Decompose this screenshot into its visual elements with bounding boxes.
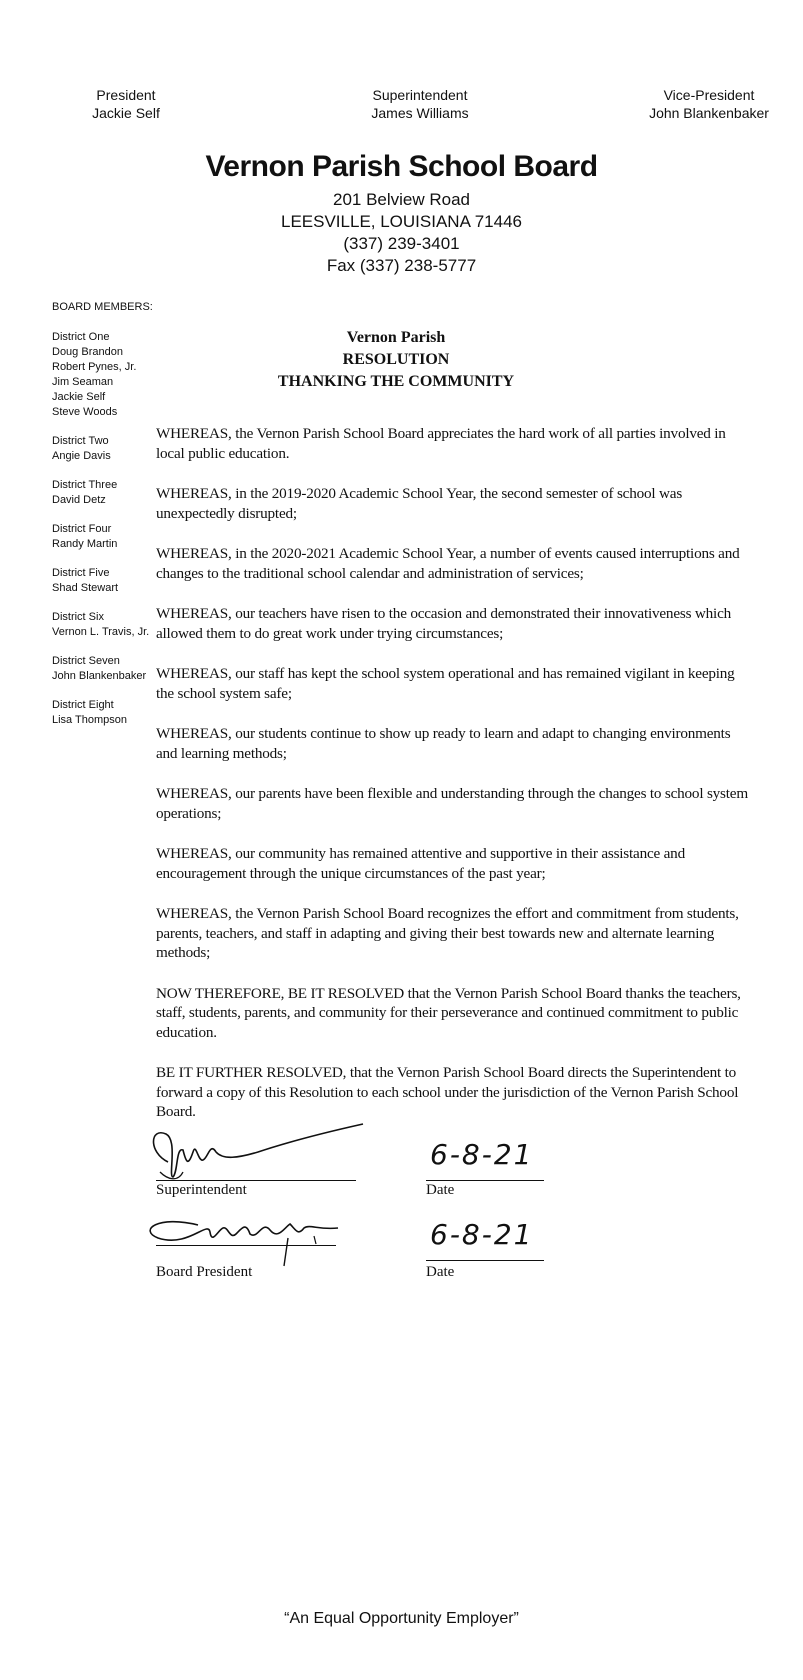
member-name: Randy Martin	[52, 538, 118, 550]
president-date: 6-8-21	[430, 1218, 534, 1251]
address-fax: Fax (337) 238-5777	[326, 256, 477, 275]
whereas-paragraph: WHEREAS, our staff has kept the school system operational and has remained vigilant in keeping the school system safe;	[156, 665, 735, 702]
resolved-paragraph: NOW THEREFORE, BE IT RESOLVED that the Vernon Parish School Board thanks the teachers, staff, students, parents, and community for their perseverance and continued commitment to public education.	[156, 984, 741, 1041]
whereas-paragraph: WHEREAS, our teachers have risen to the occasion and demonstrated their innovativeness which allowed them to do great work under trying circumstances;	[156, 605, 732, 642]
officer-name: James Williams	[371, 105, 469, 121]
resolution-body	[156, 424, 748, 1143]
officer-title: Superintendent	[372, 87, 468, 103]
district-label: District Seven	[52, 655, 120, 667]
superintendent-label: Superintendent	[156, 1182, 247, 1198]
board-members-heading: BOARD MEMBERS:	[52, 301, 153, 313]
member-name: Lisa Thompson	[52, 714, 128, 726]
member-name: Jim Seaman	[52, 376, 114, 388]
superintendent-signature-block	[130, 1130, 550, 1198]
officer-superintendent	[350, 86, 490, 122]
district-label: District One	[52, 331, 110, 343]
officer-name: John Blankenbaker	[649, 105, 769, 121]
member-name: Steve Woods	[52, 406, 118, 418]
address-street: 201 Belview Road	[332, 190, 471, 209]
district-label: District Two	[52, 435, 109, 447]
whereas-paragraph: WHEREAS, our students continue to show up ready to learn and adapt to changing environments and learning methods;	[156, 725, 731, 762]
resolution-title: RESOLUTION	[342, 351, 450, 368]
president-signature-block	[130, 1212, 550, 1280]
whereas-paragraph: WHEREAS, in the 2019-2020 Academic School Year, the second semester of school was unexpectedly disrupted;	[156, 485, 683, 522]
president-signature	[138, 1200, 378, 1270]
superintendent-date: 6-8-21	[430, 1138, 534, 1171]
member-name: John Blankenbaker	[52, 670, 147, 682]
district-group	[52, 434, 157, 464]
member-name: Robert Pynes, Jr.	[52, 361, 137, 373]
district-label: District Six	[52, 611, 104, 623]
resolution-parish: Vernon Parish	[346, 329, 446, 346]
member-name: Doug Brandon	[52, 346, 123, 358]
member-name: Jackie Self	[52, 391, 106, 403]
letterhead-address	[0, 189, 803, 277]
address-phone: (337) 239-3401	[343, 234, 460, 253]
resolution-heading	[246, 327, 546, 393]
district-group	[52, 330, 157, 420]
board-members-list	[52, 300, 157, 742]
whereas-paragraph: WHEREAS, the Vernon Parish School Board appreciates the hard work of all parties involved in local public education.	[156, 425, 726, 462]
member-name: Angie Davis	[52, 450, 111, 462]
member-name: Shad Stewart	[52, 582, 119, 594]
officer-name: Jackie Self	[92, 105, 160, 121]
footer-slogan: “An Equal Opportunity Employer”	[284, 1610, 519, 1627]
district-group	[52, 654, 157, 684]
district-group	[52, 698, 157, 728]
president-label: Board President	[156, 1264, 253, 1280]
whereas-paragraph: WHEREAS, our community has remained attentive and supportive in their assistance and encouragement through the unique circumstances of the past year;	[156, 845, 685, 882]
whereas-paragraph: WHEREAS, the Vernon Parish School Board recognizes the effort and commitment from students, parents, teachers, and staff in adapting and giving their best towards new and alternate learning methods;	[156, 905, 739, 961]
further-resolved-paragraph: BE IT FURTHER RESOLVED, that the Vernon Parish School Board directs the Superintendent to forward a copy of this Resolution to each school under the jurisdiction of the Vernon Parish School Board.	[156, 1064, 739, 1120]
officer-title: President	[96, 87, 156, 103]
officer-president	[84, 86, 168, 122]
district-label: District Eight	[52, 699, 114, 711]
district-group	[52, 478, 157, 508]
member-name: David Detz	[52, 494, 106, 506]
district-label: District Three	[52, 479, 118, 491]
date-label: Date	[426, 1264, 455, 1280]
address-city: LEESVILLE, LOUISIANA 71446	[281, 212, 522, 231]
whereas-paragraph: WHEREAS, our parents have been flexible and understanding through the changes to school system operations;	[156, 785, 748, 822]
letterhead-title: Vernon Parish School Board	[205, 150, 598, 183]
resolution-subtitle: THANKING THE COMMUNITY	[277, 373, 515, 390]
member-name: Vernon L. Travis, Jr.	[52, 626, 150, 638]
district-label: District Five	[52, 567, 110, 579]
district-group	[52, 566, 157, 596]
district-label: District Four	[52, 523, 112, 535]
date-label: Date	[426, 1182, 455, 1198]
officer-vice-president	[634, 86, 784, 122]
district-group	[52, 610, 157, 640]
whereas-paragraph: WHEREAS, in the 2020-2021 Academic School Year, a number of events caused interruptions and changes to the traditional school calendar and administration of services;	[156, 545, 740, 582]
district-group	[52, 522, 157, 552]
officer-title: Vice-President	[663, 87, 755, 103]
